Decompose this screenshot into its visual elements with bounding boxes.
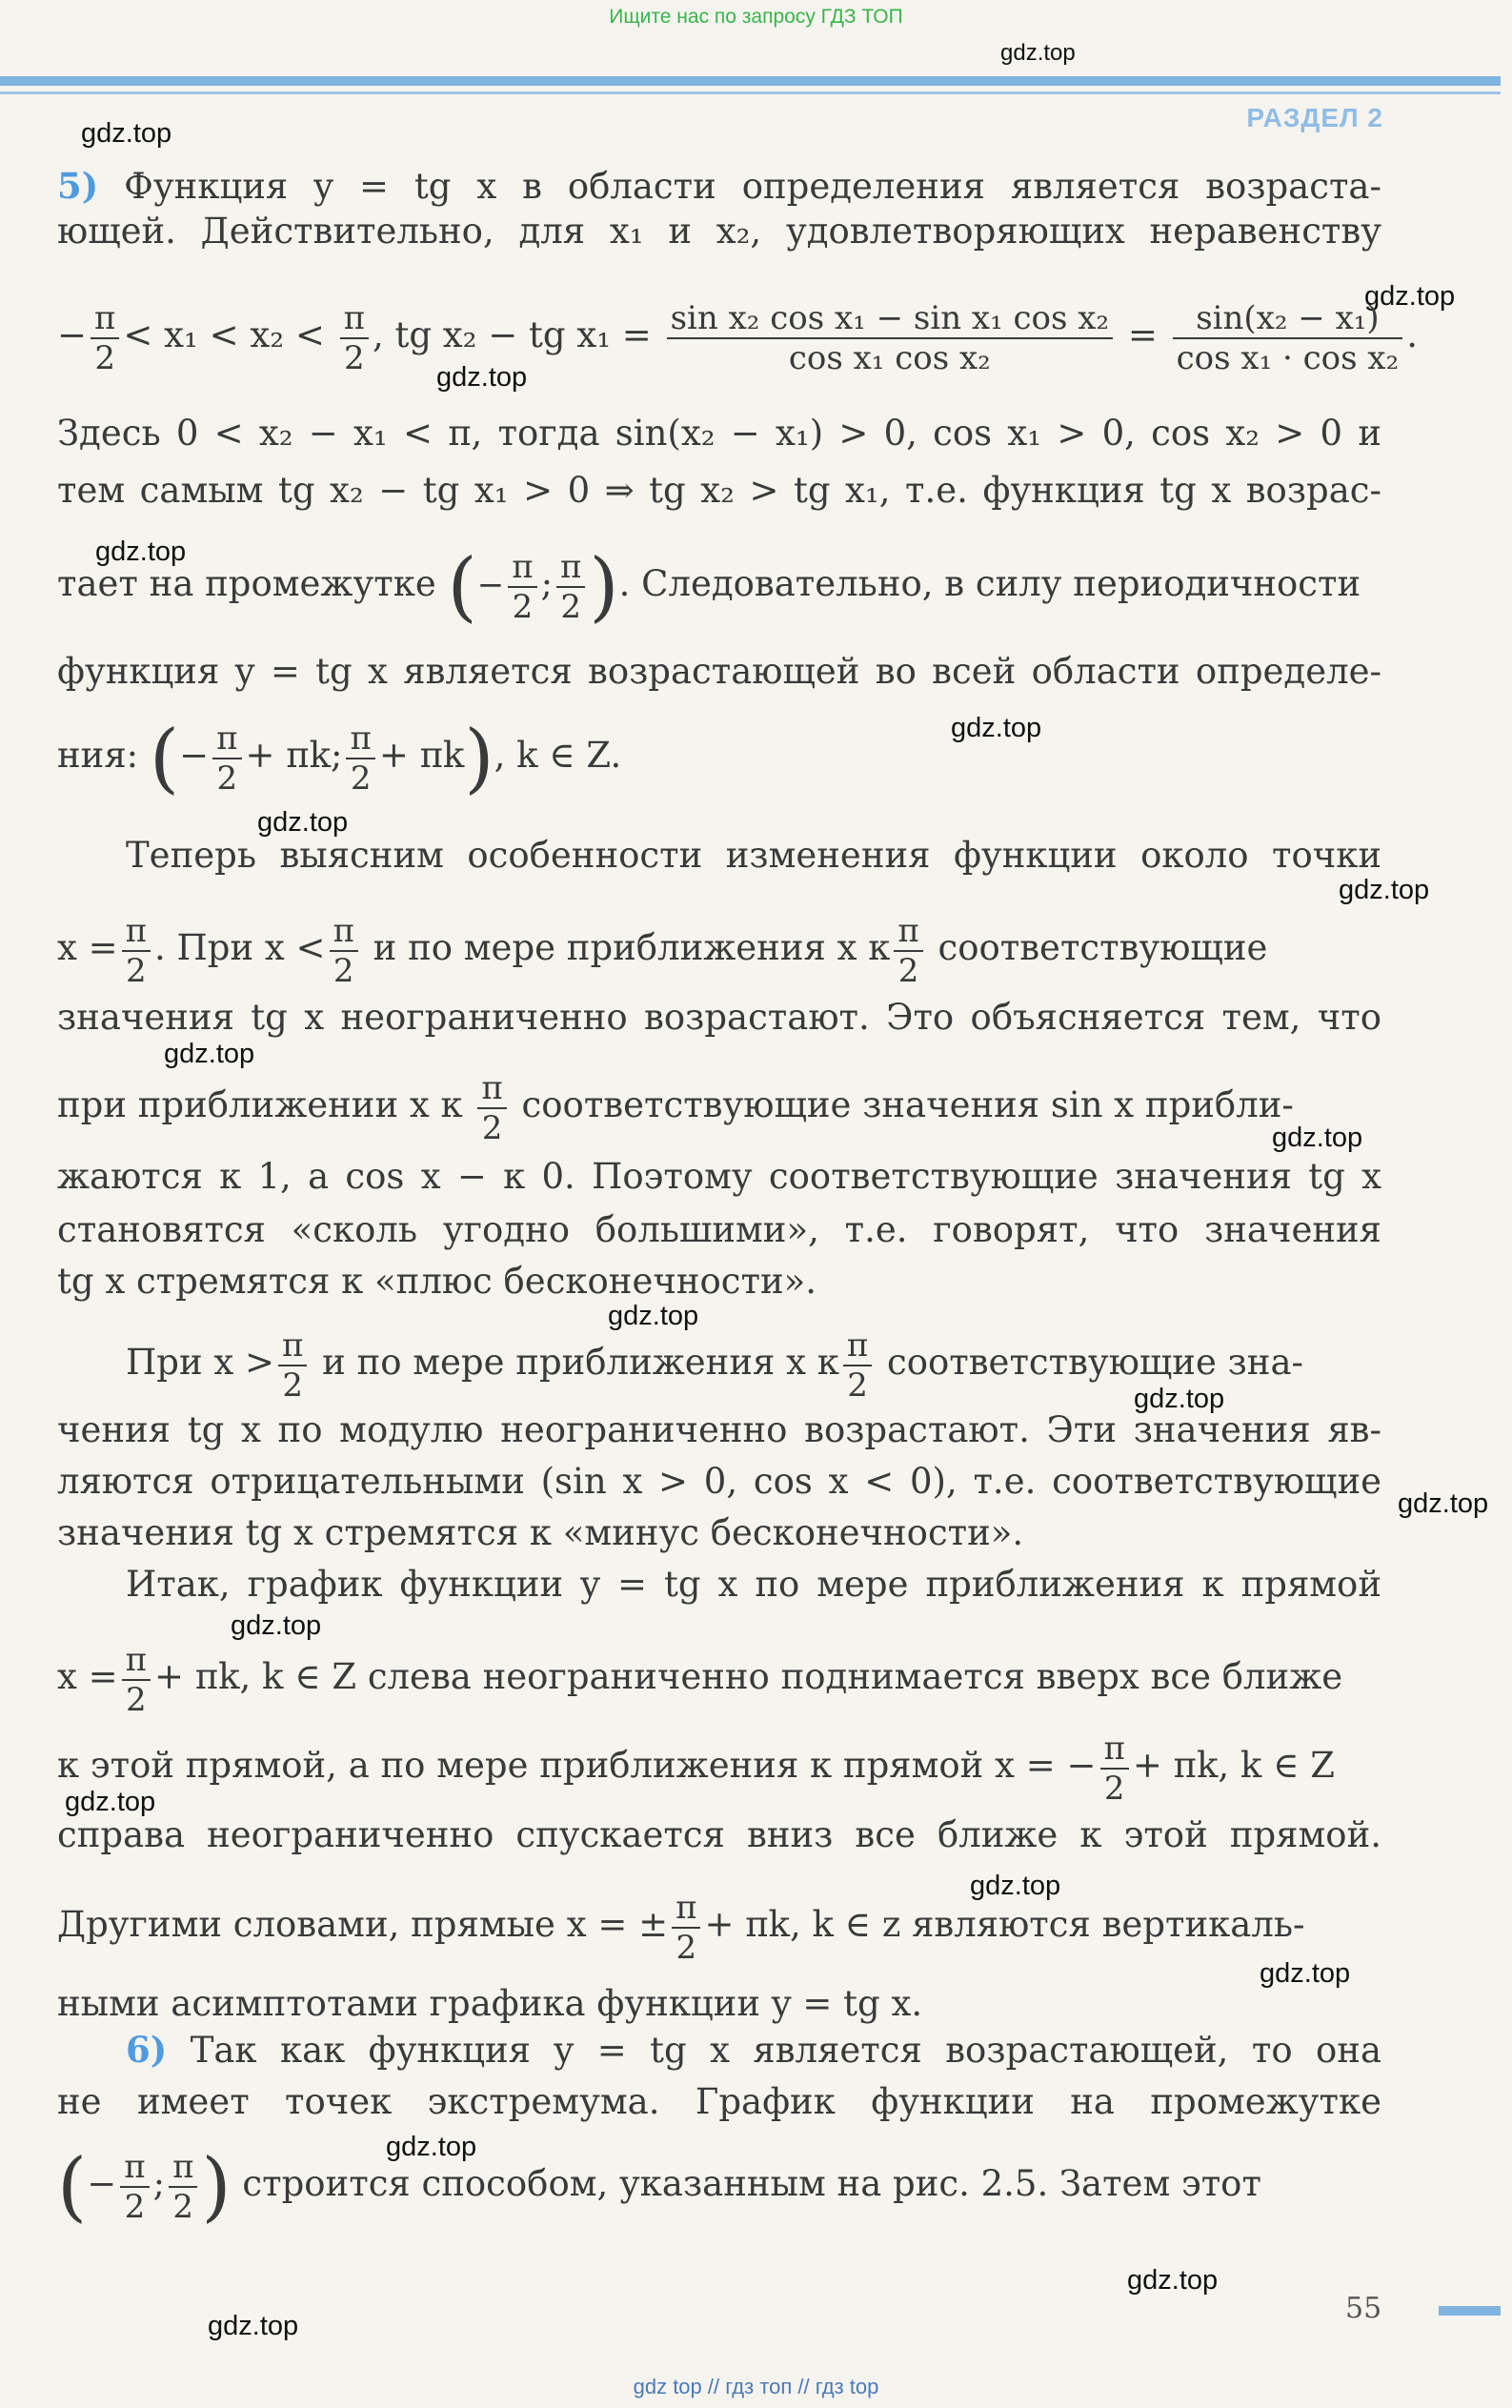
watermark: gdz.top <box>231 1610 322 1641</box>
p5-line-2: ющей. Действительно, для x₁ и x₂, удовлетворяющих неравенству <box>57 211 1381 252</box>
watermark: gdz.top <box>208 2311 299 2341</box>
header-stripe <box>0 76 1501 86</box>
p5-line-5: тем самым tg x₂ − tg x₁ > 0 ⇒ tg x₂ > tg x₁, т.е. функция tg x возрас- <box>57 470 1381 511</box>
near-line-1: Теперь выясним особенности изменения функции около точки <box>126 835 1381 876</box>
p5-line-3: − $\frac{\pi}{2}$ < x₁ < x₂ < $\frac{\pi}{2}$ , tg x₂ − tg x₁ = $\frac{\text{sin x₂ cos x₁ − sin x₁ cos x₂}}{\text{cos x₁ cos x₂}}$ = $\frac{\text{sin(x₂ − x₁)}}{\text{cos x₁ · cos x₂}}$ . <box>57 298 1418 377</box>
watermark: gdz.top <box>1339 875 1430 905</box>
graph-line-4: справа неограниченно спускается вниз все ближе к этой прямой. <box>57 1814 1381 1855</box>
item-number: 6) <box>126 2029 168 2071</box>
section-label: РАЗДЕЛ 2 <box>1246 103 1383 132</box>
item-number: 5) <box>57 165 99 207</box>
watermark: gdz.top <box>1000 40 1076 66</box>
near-line-5: жаются к 1, а cos x − к 0. Поэтому соответствующие значения tg x <box>57 1156 1381 1197</box>
watermark: gdz.top <box>386 2132 477 2162</box>
watermark: gdz.top <box>608 1301 699 1331</box>
watermark: gdz.top <box>81 118 172 149</box>
page-number: 55 <box>1345 2292 1382 2325</box>
watermark: gdz.top <box>257 807 349 838</box>
near-line-2: x = $\frac{\pi}{2}$ . При x < $\frac{\pi}{2}$ и по мере приближения x к $\frac{\pi}{2}$ соответствующие <box>57 911 1268 990</box>
near-line-3: значения tg x неограниченно возрастают. Это объясняется тем, что <box>57 997 1381 1038</box>
p6-line-2: не имеет точек экстремума. График функции на промежутке <box>57 2081 1381 2122</box>
watermark: gdz.top <box>1127 2265 1219 2296</box>
watermark: gdz.top <box>95 536 187 567</box>
near-line-6: становятся «сколь угодно большими», т.е. говорят, что значения <box>57 1209 1381 1250</box>
p5-line-8: ния: (− $\frac{\pi}{2}$ + πk; $\frac{\pi}{2}$ + πk), k ∈ Z. <box>57 713 622 802</box>
watermark: gdz.top <box>164 1039 255 1069</box>
graph-line-5: Другими словами, прямые x = ± $\frac{\pi}{2}$ + πk, k ∈ z являются вертикаль- <box>57 1888 1305 1967</box>
graph-line-6: ными асимптотами графика функции y = tg x. <box>57 1983 923 2024</box>
header-stripe-thin <box>0 91 1501 94</box>
p5-line-7: функция y = tg x является возрастающей во всей области определе- <box>57 651 1381 692</box>
right-line-1: При x > $\frac{\pi}{2}$ и по мере приближения x к $\frac{\pi}{2}$ соответствующие зна- <box>126 1325 1304 1405</box>
watermark: gdz.top <box>1398 1488 1489 1519</box>
graph-line-2: x = $\frac{\pi}{2}$ + πk, k ∈ Z слева неограниченно поднимается вверх все ближе <box>57 1640 1343 1719</box>
watermark: gdz.top <box>970 1871 1061 1901</box>
right-line-3: ляются отрицательными (sin x > 0, cos x < 0), т.е. соответствующие <box>57 1461 1381 1502</box>
graph-line-1: Итак, график функции y = tg x по мере приближения к прямой <box>126 1564 1381 1605</box>
p6-line-1: 6) Так как функция y = tg x является возрастающей, то она <box>57 2028 1381 2073</box>
page-corner-bar <box>1439 2306 1501 2316</box>
footer-links[interactable]: gdz top // гдз топ // гдз top <box>633 2375 879 2398</box>
p5-line-4: Здесь 0 < x₂ − x₁ < π, тогда sin(x₂ − x₁) > 0, cos x₁ > 0, cos x₂ > 0 и <box>57 413 1381 454</box>
watermark: gdz.top <box>65 1787 156 1817</box>
watermark: gdz.top <box>1134 1384 1225 1414</box>
watermark: gdz.top <box>1364 281 1456 312</box>
watermark: gdz.top <box>951 713 1042 743</box>
right-line-2: чения tg x по модулю неограниченно возрастают. Эти значения яв- <box>57 1409 1381 1450</box>
near-line-4: при приближении x к $\frac{\pi}{2}$ соответствующие значения sin x прибли- <box>57 1068 1294 1147</box>
right-line-4: значения tg x стремятся к «минус бесконечности». <box>57 1512 1024 1553</box>
p6-line-3: (− $\frac{\pi}{2}$ ; $\frac{\pi}{2}$ ) строится способом, указанным на рис. 2.5. Затем этот <box>57 2141 1261 2231</box>
p5-line-1: 5) Функция y = tg x в области определения является возраста- <box>57 165 1381 207</box>
watermark: gdz.top <box>1272 1123 1363 1153</box>
top-note: Ищите нас по запросу ГДЗ ТОП <box>609 6 903 28</box>
watermark: gdz.top <box>1260 1958 1351 1989</box>
watermark: gdz.top <box>436 362 528 393</box>
near-line-7: tg x стремятся к «плюс бесконечности». <box>57 1261 817 1302</box>
graph-line-3: к этой прямой, а по мере приближения к прямой x = − $\frac{\pi}{2}$ + πk, k ∈ Z <box>57 1729 1335 1808</box>
p5-line-6: тает на промежутке (− $\frac{\pi}{2}$ ; $\frac{\pi}{2}$ ). Следовательно, в силу периодичности <box>57 541 1361 631</box>
